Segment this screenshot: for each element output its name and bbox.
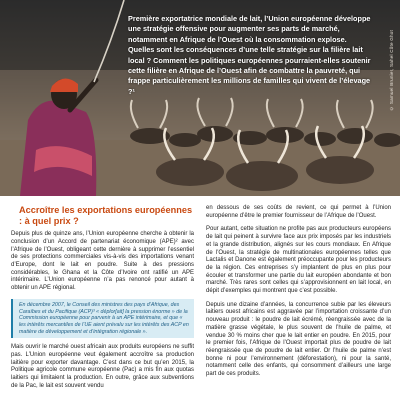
left-column	[11, 205, 194, 397]
paragraph-producers: Pour autant, cette situation ne profite pas aux producteurs européens de lait qui peinent à survivre face aux prix imposés par les industriels et la grande distribution, alignés sur les cours mondiaux. En Afrique de l’Ouest, la stratégie de multinationales européennes telles que Lactalis et Danone est également préoccupante pour les producteurs de la région. Ces entreprises s’y implantent de plus en plus pour écouler et transformer une partie du lait européen abondante et bon marché. Très rares sont celles qui s’approvisionnent en lait local, en dépit d’exemples qui montrent que c’est possible.	[206, 226, 391, 295]
paragraph-exports: Mais ouvrir le marché ouest africain aux produits européens ne suffit pas. L’Union européenne veut également accroître sa production laitière pour exporter davantage. C’est dans ce but qu’en 2015, la Politique agricole commune européenne (Pac) a mis fin aux quotas laitiers qui limitaient la production. En outre, grâce aux subventions de la Pac, le lait est souvent vendu	[11, 344, 194, 389]
article-body	[0, 196, 400, 400]
paragraph-below-cost: en dessous de ses coûts de revient, ce qui permet à l’Union européenne d’être le premier fournisseur de l’Afrique de l’Ouest.	[206, 205, 391, 219]
hero-intro: Première exportatrice mondiale de lait, l’Union européenne développe une stratégie offensive pour augmenter ses parts de marché, notamment en Afrique de l’Ouest où la consommation explose.	[128, 14, 371, 44]
hero-questions: Quelles sont les conséquences d’une telle stratégie sur la filière lait local ? Comment les politiques européennes pourraient-elles soutenir cette filière en Afrique de l’Ouest afin de combattre la pauvreté, qui frappe particulièrement les millions de familles qui vivent de l’élevage ?¹	[128, 45, 371, 96]
hero-photo	[0, 0, 400, 196]
paragraph-powder-milk: Depuis une dizaine d’années, la concurrence subie par les éleveurs laitiers ouest africains est aggravée par l’importation croissante d’un nouveau produit : le poudre de lait écrémé, réengraissée avec de la matière grasse végétale, le plus souvent de l’huile de palme, et vendue 30 % moins cher que le lait entier en poudre. En 2015, pour le premier fois, l’Afrique de l’Ouest importait plus de poudre de lait réengraissée que de poudre de lait entier. Or l’huile de palme n’est bonne ni pour l’environnement (déforestation), ni pour la santé, notamment celle des enfants, qui consomment d’ailleurs une large part de ces produits.	[206, 301, 391, 378]
hero-intro-text	[128, 14, 373, 97]
photo-credit: © Samuel Brunier, Sahel Côte Ghot	[389, 30, 394, 111]
section-title: Accroître les exportations européennes : à quel prix ?	[19, 205, 193, 226]
paragraph-ape: Depuis plus de quinze ans, l’Union européenne cherche à obtenir la conclusion d’un Accord de partenariat économique (APE)² avec l’Afrique de l’Ouest, obligeant cette dernière à supprimer l’essentiel de ses protections commerciales vis-à-vis des importations venant d’Europe, dont le lait en poudre. Suite à des pressions considérables, le Ghana et la Côte d’Ivoire ont ratifié un APE intérimaire. L’Union européenne n’a pas renoncé pour autant à obtenir un APE régional.	[11, 231, 194, 292]
callout-box: En décembre 2007, le Conseil des ministres des pays d’Afrique, des Caraïbes et du Pacifique (ACP)³ « déplor[ait] la pression énorme » de la Commission européenne pour parvenir à un APE intérimaire, et que « les intérêts mercantiles de l’UE aient prévalu sur les intérêts des ACP en matière de développement et d’intégration régionale ».	[11, 299, 194, 339]
right-column	[206, 205, 391, 385]
